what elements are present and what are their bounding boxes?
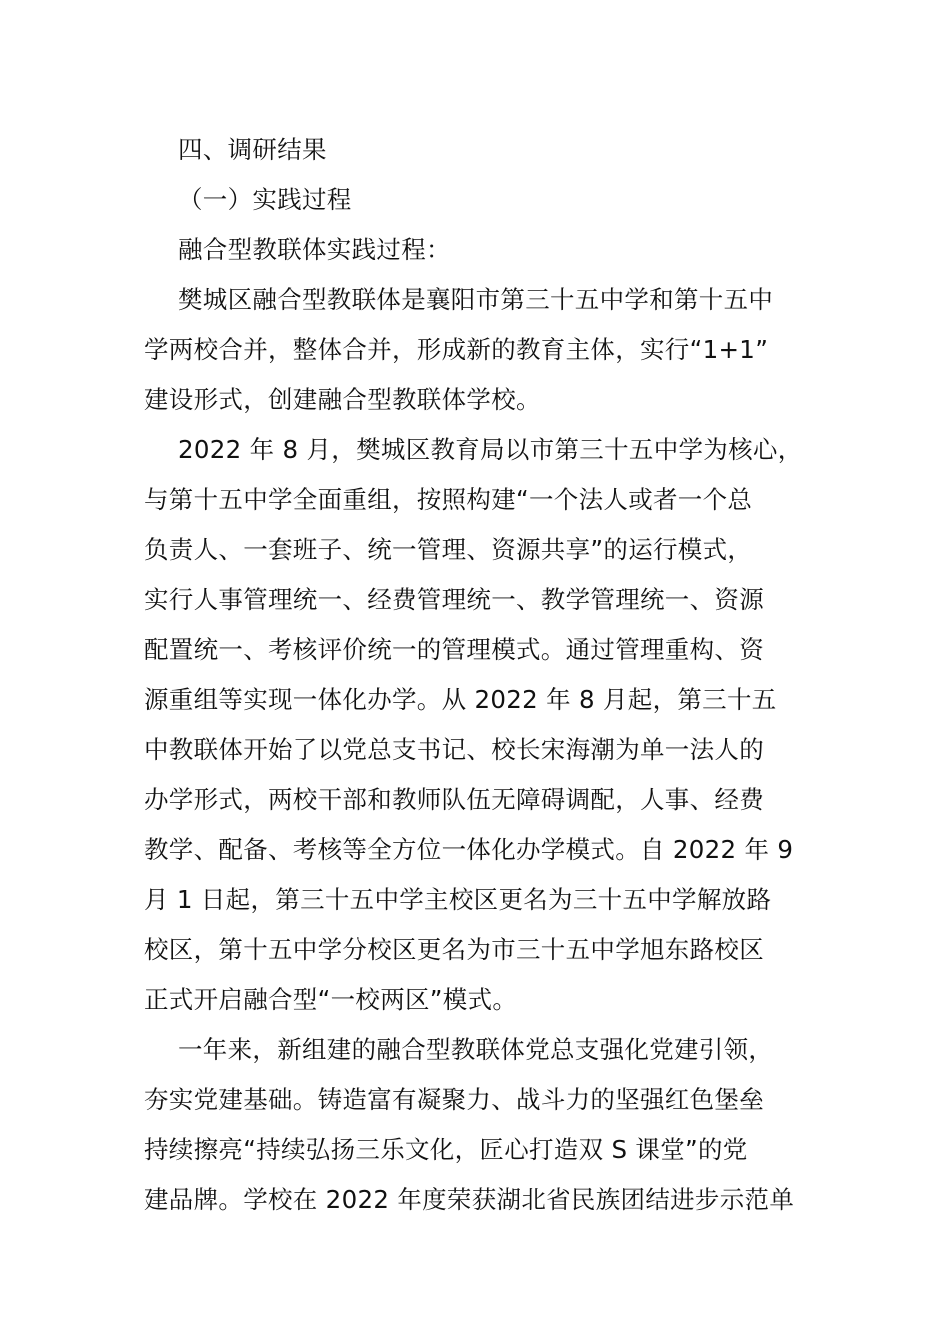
paragraph-line: 办学形式，两校干部和教师队伍无障碍调配，人事、经费 [144, 785, 764, 814]
paragraph-line: 建品牌。学校在 2022 年度荣获湖北省民族团结进步示范单 [144, 1185, 795, 1214]
paragraph-line: 夯实党建基础。铸造富有凝聚力、战斗力的坚强红色堡垒 [144, 1085, 764, 1114]
paragraph-line: 一年来，新组建的融合型教联体党总支强化党建引领， [178, 1035, 774, 1064]
paragraph-line: 学两校合并，整体合并，形成新的教育主体，实行“1+1” [144, 335, 769, 364]
paragraph-line: 融合型教联体实践过程： [178, 235, 451, 264]
paragraph-line: 中教联体开始了以党总支书记、校长宋海潮为单一法人的 [144, 735, 764, 764]
paragraph-line: 源重组等实现一体化办学。从 2022 年 8 月起，第三十五 [144, 685, 777, 714]
paragraph-line: 配置统一、考核评价统一的管理模式。通过管理重构、资 [144, 635, 764, 664]
paragraph-line: 建设形式，创建融合型教联体学校。 [144, 385, 541, 414]
paragraph-line: 持续擦亮“持续弘扬三乐文化，匠心打造双 S 课堂”的党 [144, 1135, 748, 1164]
section-heading: 四、调研结果 [178, 135, 327, 164]
paragraph-line: 樊城区融合型教联体是襄阳市第三十五中学和第十五中 [178, 285, 774, 314]
paragraph-line: 月 1 日起，第三十五中学主校区更名为三十五中学解放路 [144, 885, 772, 914]
paragraph-line: 负责人、一套班子、统一管理、资源共享”的运行模式， [144, 535, 753, 564]
paragraph-line: 教学、配备、考核等全方位一体化办学模式。自 2022 年 9 [144, 835, 794, 864]
paragraph-line: 实行人事管理统一、经费管理统一、教学管理统一、资源 [144, 585, 764, 614]
paragraph-line: 2022 年 8 月，樊城区教育局以市第三十五中学为核心， [178, 435, 803, 464]
subsection-heading: （一）实践过程 [178, 185, 352, 214]
paragraph-line: 与第十五中学全面重组，按照构建“一个法人或者一个总 [144, 485, 753, 514]
paragraph-line: 正式开启融合型“一校两区”模式。 [144, 985, 518, 1014]
paragraph-line: 校区，第十五中学分校区更名为市三十五中学旭东路校区 [144, 935, 764, 964]
